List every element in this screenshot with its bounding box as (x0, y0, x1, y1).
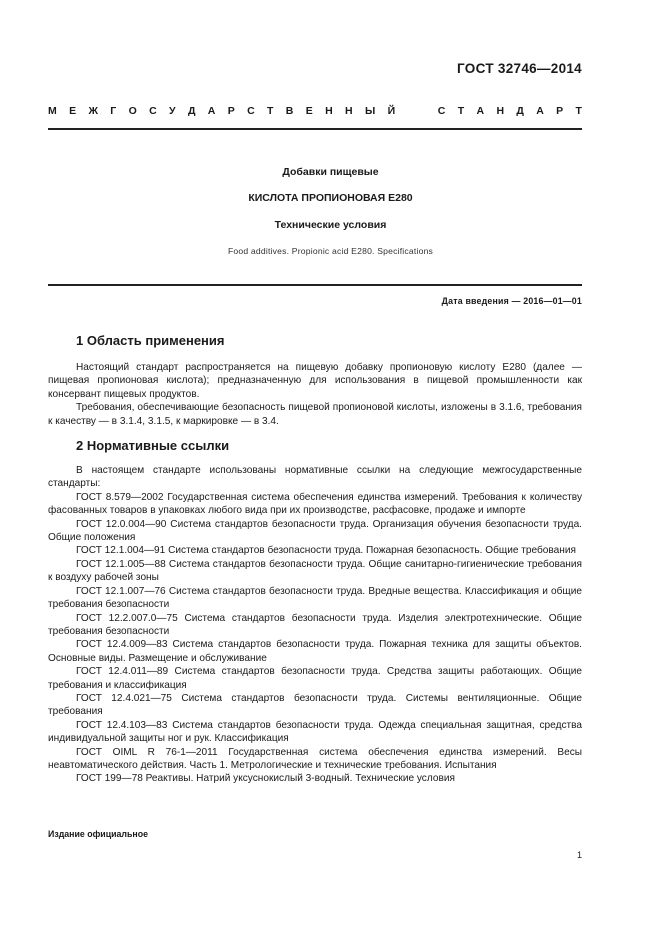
heading-letter: А (536, 105, 544, 117)
heading-letter: Ж (88, 105, 98, 117)
heading-letter: Д (516, 105, 524, 117)
heading-letter: Е (69, 105, 77, 117)
heading-letter: Т (457, 105, 465, 117)
title-english: Food additives. Propionic acid E280. Specifications (227, 246, 434, 256)
paragraph: Требования, обеспечивающие безопасность пищевой пропионовой кислоты, изложены в 3.1.6, требования к качеству — в 3.1.4, 3.1.5, к маркировке — в 3.4. (48, 402, 582, 427)
paragraph: Настоящий стандарт распространяется на пищевую добавку пропионовую кислоту Е280 (далее — пищевая пропионовая кислота); предназначенную для использования в пищевой промышленности как консервант пищевых продуктов. (48, 362, 582, 400)
top-divider (48, 128, 582, 130)
heading-letter: Р (227, 105, 235, 117)
gost-number: ГОСТ 32746—2014 (457, 61, 582, 76)
reference-item: ГОСТ 12.1.005—88 Система стандартов безопасности труда. Общие санитарно-гигиенические требования к воздуху рабочей зоны (48, 558, 582, 584)
heading-letter: Г (110, 105, 117, 117)
reference-item: ГОСТ OIML R 76-1—2011 Государственная система обеспечения единства измерений. Весы неавтоматического действия. Часть 1. Метрологические и технические требования. Испытания (48, 746, 582, 771)
heading-letter: Е (305, 105, 313, 117)
heading-letter: Д (187, 105, 196, 117)
reference-item: ГОСТ 12.0.004—90 Система стандартов безопасности труда. Организация обучения безопасности труда. Общие положения (48, 518, 582, 544)
title-product: КИСЛОТА ПРОПИОНОВАЯ Е280 (248, 192, 413, 204)
reference-item: ГОСТ 8.579—2002 Государственная система обеспечения единства измерений. Требования к количеству фасованных товаров в упаковках любого вида при их производстве, расфасовке, продаже и импорте (48, 491, 582, 517)
heading-letter: У (169, 105, 176, 117)
interstate-standard-heading (48, 105, 582, 117)
heading-letter: М (48, 105, 57, 117)
title-divider (48, 284, 582, 286)
edition-label: Издание официальное (48, 829, 148, 839)
reference-item: ГОСТ 12.4.021—75 Система стандартов безопасности труда. Системы вентиляционные. Общие требования (48, 692, 582, 718)
heading-letter: С (247, 105, 255, 117)
title-subtitle: Технические условия (274, 219, 387, 231)
reference-item: ГОСТ 12.4.009—83 Система стандартов безопасности труда. Пожарная техника для защиты объектов. Основные виды. Размещение и обслуживание (48, 639, 582, 664)
section-heading: 2 Нормативные ссылки (76, 438, 230, 454)
heading-letter: Н (345, 105, 353, 117)
reference-item: ГОСТ 12.4.103—83 Система стандартов безопасности труда. Одежда специальная защитная, средства индивидуальной защиты ног и рук. Классификация (48, 719, 582, 745)
heading-letter: В (285, 105, 294, 117)
title-category: Добавки пищевые (282, 166, 379, 178)
reference-item: ГОСТ 199—78 Реактивы. Натрий уксуснокислый 3-водный. Технические условия (76, 773, 455, 785)
heading-letter: Н (496, 105, 505, 117)
heading-letter: Н (325, 105, 333, 117)
reference-item: ГОСТ 12.4.011—89 Система стандартов безопасности труда. Средства защиты работающих. Общие требования и классификация (48, 666, 582, 691)
heading-letter: Т (575, 105, 582, 117)
paragraph: В настоящем стандарте использованы нормативные ссылки на следующие межгосударственные стандарты: (48, 465, 582, 490)
heading-letter: А (476, 105, 485, 117)
heading-letter: Р (556, 105, 564, 117)
heading-letter: С (149, 105, 157, 117)
heading-letter: О (128, 105, 137, 117)
heading-letter: Т (267, 105, 274, 117)
word-gap (407, 105, 425, 117)
heading-letter: С (437, 105, 446, 117)
reference-item: ГОСТ 12.1.004—91 Система стандартов безопасности труда. Пожарная безопасность. Общие требования (76, 545, 576, 557)
section-heading: 1 Область применения (76, 333, 225, 348)
introduction-date: Дата введения — 2016—01—01 (441, 296, 582, 306)
page-number: 1 (576, 850, 582, 860)
reference-item: ГОСТ 12.2.007.0—75 Система стандартов безопасности труда. Изделия электротехнические. Общие требования безопасности (48, 612, 582, 637)
heading-letter: А (207, 105, 216, 117)
heading-letter: Й (387, 105, 396, 117)
reference-item: ГОСТ 12.1.007—76 Система стандартов безопасности труда. Вредные вещества. Классификация и общие требования безопасности (48, 585, 582, 611)
heading-letter: Ы (364, 105, 376, 117)
document-body (48, 333, 582, 786)
